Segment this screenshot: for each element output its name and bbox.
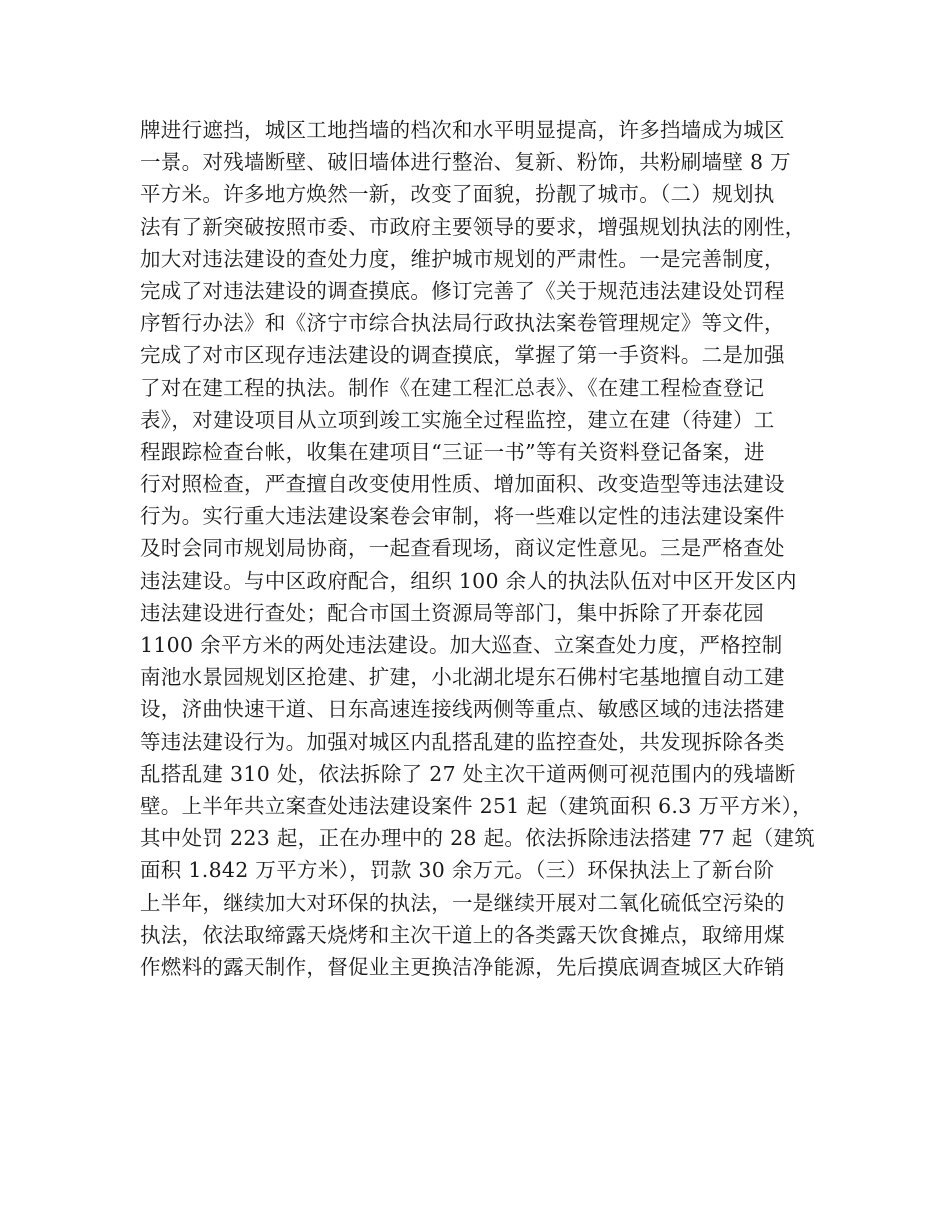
text-line: 执法，依法取缔露天烧烤和主次干道上的各类露天饮食摊点，取缔用煤 xyxy=(140,922,785,947)
text-line: 等违法建设行为。加强对城区内乱搭乱建的监控查处，共发现拆除各类 xyxy=(140,729,785,754)
text-line: 了对在建工程的执法。制作《在建工程汇总表》、《在建工程检查登记 xyxy=(140,375,765,400)
text-line: 一景。对残墙断壁、破旧墙体进行整治、复新、粉饰，共粉刷墙壁 8 万 xyxy=(140,150,791,175)
text-line: 行为。实行重大违法建设案卷会审制，将一些难以定性的违法建设案件 xyxy=(140,504,785,529)
text-line: 作燃料的露天制作，督促业主更换洁净能源，先后摸底调查城区大砟销 xyxy=(140,954,785,979)
text-line: 1100 余平方米的两处违法建设。加大巡查、立案查处力度，严格控制 xyxy=(140,633,783,657)
text-line: 乱搭乱建 310 处，依法拆除了 27 处主次干道两侧可视范围内的残墙断 xyxy=(140,761,796,786)
text-line: 行对照检查，严查擅自改变使用性质、增加面积、改变造型等违法建设 xyxy=(140,472,785,497)
text-line: 面积 1.842 万平方米），罚款 30 余万元。（三）环保执法上了新台阶 xyxy=(140,858,775,883)
text-line: 上半年，继续加大对环保的执法，一是继续开展对二氧化硫低空污染的 xyxy=(140,890,785,915)
text-line: 完成了对市区现存违法建设的调查摸底，掌握了第一手资料。二是加强 xyxy=(140,343,785,368)
text-line: 表》，对建设项目从立项到竣工实施全过程监控，建立在建（待建）工 xyxy=(140,407,775,432)
text-line: 违法建设。与中区政府配合，组织 100 余人的执法队伍对中区开发区内 xyxy=(140,568,797,593)
text-line: 程跟踪检查台帐，收集在建项目“三证一书”等有关资料登记备案，进 xyxy=(140,439,765,464)
text-line: 法有了新突破按照市委、市政府主要领导的要求，增强规划执法的刚性， xyxy=(140,214,806,239)
text-line: 设，济曲快速干道、日东高速连接线两侧等重点、敏感区域的违法搭建 xyxy=(140,697,785,722)
text-line: 南池水景园规划区抢建、扩建，小北湖北堤东石佛村宅基地擅自动工建 xyxy=(140,665,785,690)
text-line: 完成了对违法建设的调查摸底。修订完善了《关于规范违法建设处罚程 xyxy=(140,278,785,303)
text-line: 违法建设进行查处；配合市国土资源局等部门，集中拆除了开泰花园 xyxy=(140,600,764,625)
text-line: 及时会同市规划局协商，一起查看现场，商议定性意见。三是严格查处 xyxy=(140,536,785,561)
body-paragraph xyxy=(140,114,830,983)
text-line: 牌进行遮挡，城区工地挡墙的档次和水平明显提高，许多挡墙成为城区 xyxy=(140,118,785,142)
text-line: 其中处罚 223 起，正在办理中的 28 起。依法拆除违法搭建 77 起（建筑 xyxy=(140,826,816,851)
text-line: 加大对违法建设的查处力度，维护城市规划的严肃性。一是完善制度， xyxy=(140,246,785,271)
text-line: 序暂行办法》和《济宁市综合执法局行政执法案卷管理规定》等文件， xyxy=(140,311,785,336)
text-line: 壁。上半年共立案查处违法建设案件 251 起（建筑面积 6.3 万平方米）， xyxy=(140,793,813,818)
text-line: 平方米。许多地方焕然一新，改变了面貌，扮靓了城市。（二）规划执 xyxy=(140,182,775,207)
